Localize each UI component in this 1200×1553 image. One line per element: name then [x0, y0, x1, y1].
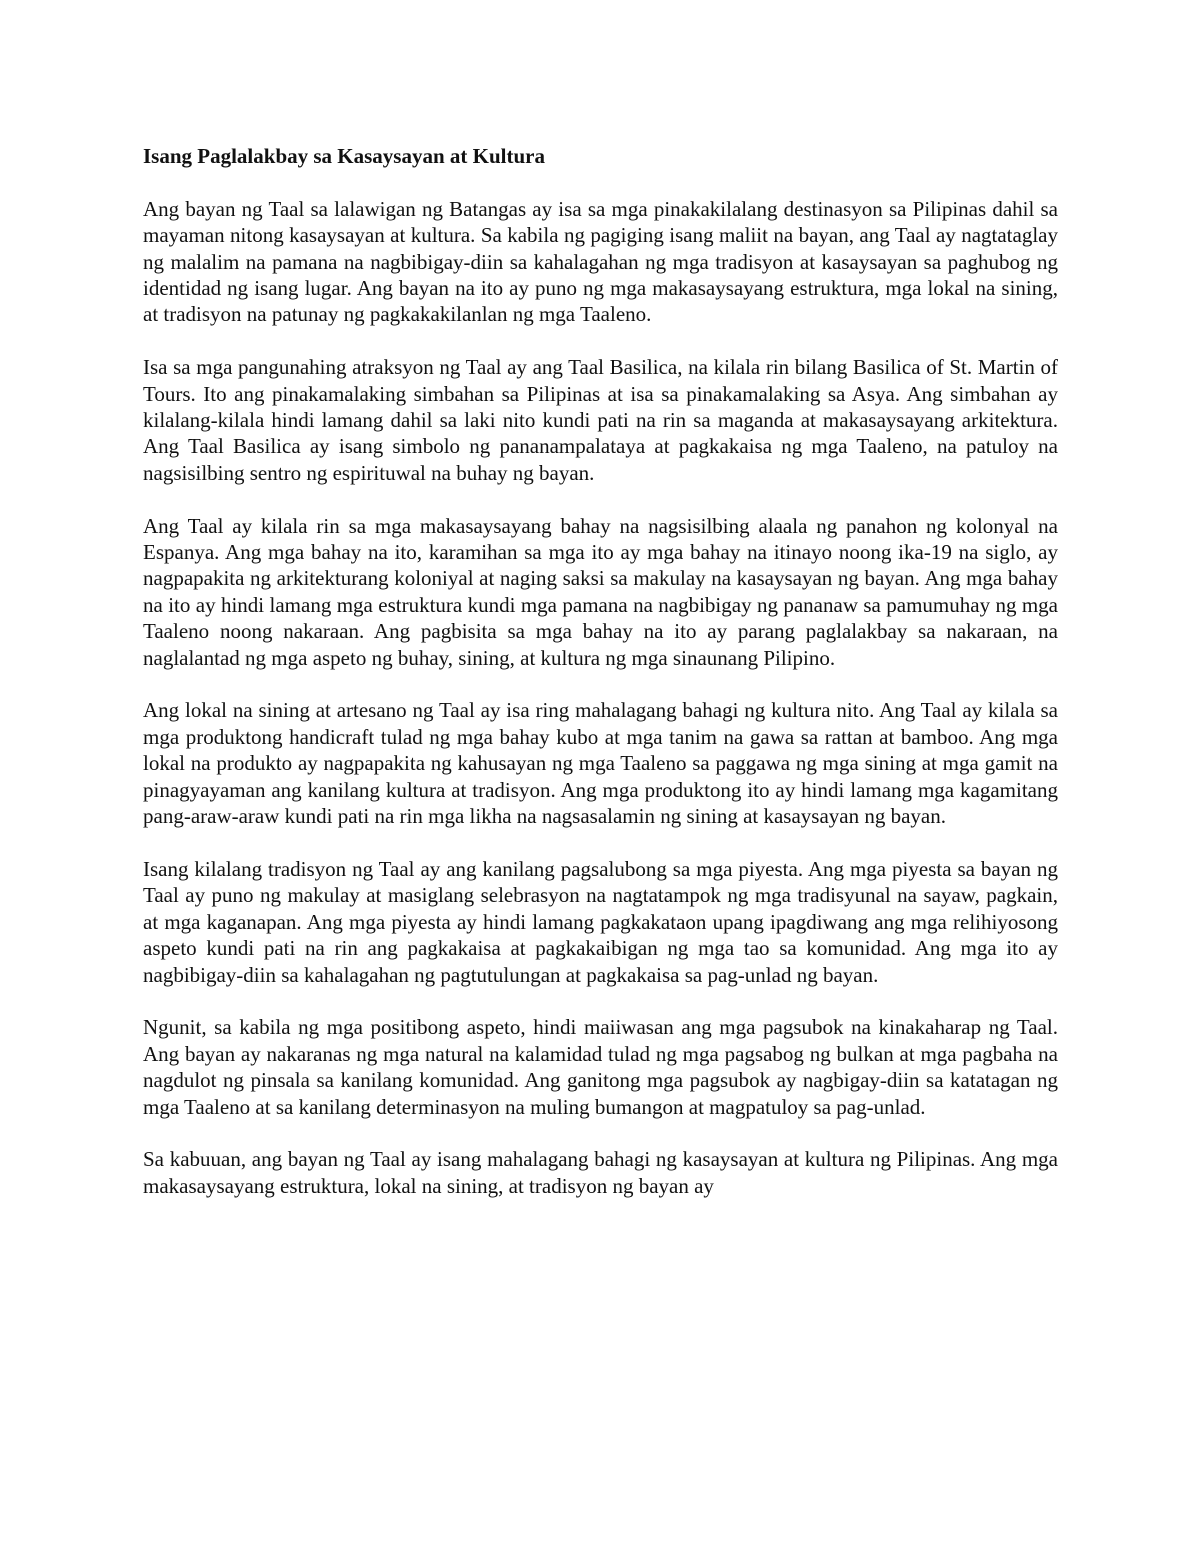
document-title: Isang Paglalakbay sa Kasaysayan at Kultura [143, 144, 545, 168]
paragraph-local-arts: Ang lokal na sining at artesano ng Taal ay isa ring mahalagang bahagi ng kultura nito. Ang Taal ay kilala sa mga produktong handicraft tulad ng mga bahay kubo at mga tanim na gawa sa rattan at bamboo. Ang mga lokal na produkto ay nagpapakita ng kahusayan ng mga Taaleno sa paggawa ng mga sining at mga gamit na pinagyayaman ang kanilang kultura at tradisyon. Ang mga produktong ito ay hindi lamang mga kagamitang pang-araw-araw kundi pati na rin mga likha na nagsasalamin ng sining at kasaysayan ng bayan. [143, 698, 1058, 829]
paragraph-conclusion: Sa kabuuan, ang bayan ng Taal ay isang mahalagang bahagi ng kasaysayan at kultura ng Pilipinas. Ang mga makasaysayang estruktura, lokal na sining, at tradisyon ng bayan ay [143, 1147, 1058, 1198]
paragraph-fiestas: Isang kilalang tradisyon ng Taal ay ang kanilang pagsalubong sa mga piyesta. Ang mga piyesta sa bayan ng Taal ay puno ng makulay at masiglang selebrasyon na nagtatampok ng mga tradisyunal na sayaw, pagkain, at mga kaganapan. Ang mga piyesta ay hindi lamang pagkakataon upang ipagdiwang ang mga relihiyosong aspeto kundi pati na rin ang pagkakaisa at pagkakaibigan ng mga tao sa komunidad. Ang mga ito ay nagbibigay-diin sa kahalagahan ng pagtutulungan at pagkakaisa sa pag-unlad ng bayan. [143, 856, 1058, 987]
paragraph-challenges: Ngunit, sa kabila ng mga positibong aspeto, hindi maiiwasan ang mga pagsubok na kinakaharap ng Taal. Ang bayan ay nakaranas ng mga natural na kalamidad tulad ng mga pagsabog ng bulkan at mga pagbaha na nagdulot ng pinsala sa kanilang komunidad. Ang ganitong mga pagsubok ay nagbigay-diin sa katatagan ng mga Taaleno at sa kanilang determinasyon na muling bumangon at magpatuloy sa pag-unlad. [143, 1015, 1058, 1119]
paragraph-intro: Ang bayan ng Taal sa lalawigan ng Batangas ay isa sa mga pinakakilalang destinasyon sa Pilipinas dahil sa mayaman nitong kasaysayan at kultura. Sa kabila ng pagiging isang maliit na bayan, ang Taal ay nagtataglay ng malalim na pamana na nagbibigay-diin sa kahalagahan ng mga tradisyon at kasaysayan sa paghubog ng identidad ng isang lugar. Ang bayan na ito ay puno ng mga makasaysayang estruktura, mga lokal na sining, at tradisyon na patunay ng pagkakakilanlan ng mga Taaleno. [143, 196, 1058, 327]
paragraph-taal-basilica: Isa sa mga pangunahing atraksyon ng Taal ay ang Taal Basilica, na kilala rin bilang Basilica of St. Martin of Tours. Ito ang pinakamalaking simbahan sa Pilipinas at isa sa pinakamalaking sa Asya. Ang simbahan ay kilalang-kilala hindi lamang dahil sa laki nito kundi pati na rin sa maganda at makasaysayang arkitektura. Ang Taal Basilica ay isang simbolo ng pananampalataya at pagkakaisa ng mga Taaleno, na patuloy na nagsisilbing sentro ng espirituwal na buhay ng bayan. [143, 355, 1058, 485]
paragraph-historic-houses: Ang Taal ay kilala rin sa mga makasaysayang bahay na nagsisilbing alaala ng panahon ng kolonyal na Espanya. Ang mga bahay na ito, karamihan sa mga ito ay mga bahay na itinayo noong ika-19 na siglo, ay nagpapakita ng arkitekturang koloniyal at naging saksi sa makulay na kasaysayan ng bayan. Ang mga bahay na ito ay hindi lamang mga estruktura kundi mga pamana na nagbibigay ng pananaw sa pamumuhay ng mga Taaleno noong nakaraan. Ang pagbisita sa mga bahay na ito ay parang paglalakbay sa nakaraan, na naglalantad ng mga aspeto ng buhay, sining, at kultura ng mga sinaunang Pilipino. [143, 513, 1058, 670]
